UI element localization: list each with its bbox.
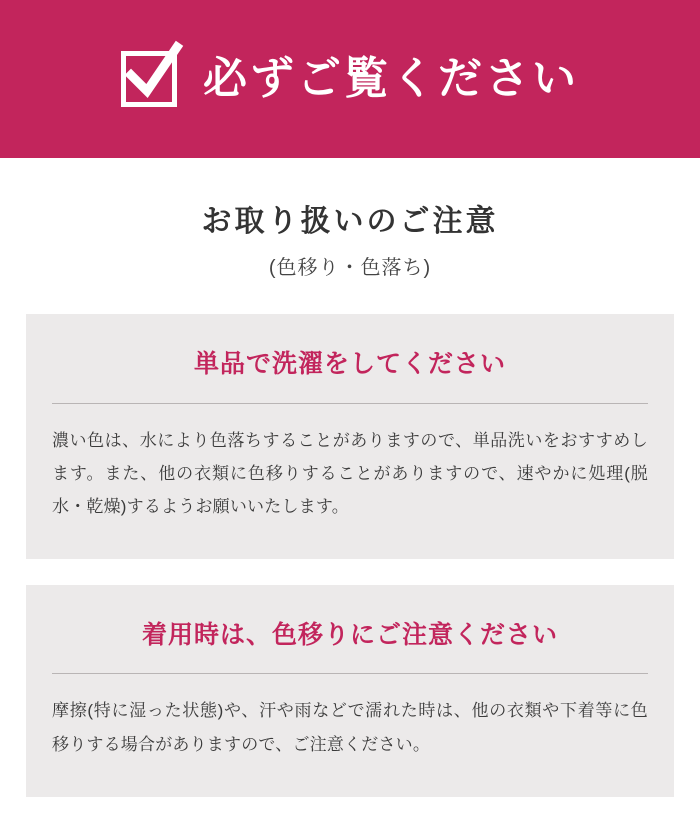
divider <box>52 673 648 674</box>
notice-block <box>26 314 674 559</box>
notice-block <box>26 585 674 797</box>
notice-block-title: 着用時は、色移りにご注意ください <box>141 620 558 649</box>
page-title: お取り扱いのご注意 <box>201 205 499 238</box>
notice-block-body: 摩擦(特に湿った状態)や、汗や雨などで濡れた時は、他の衣類や下着等に色移りする場合がありますので、ご注意ください。 <box>52 701 648 754</box>
notice-block-title: 単品で洗濯をしてください <box>193 350 506 378</box>
divider <box>52 403 648 404</box>
header-band <box>0 0 700 158</box>
notice-block-body: 濃い色は、水により色落ちすることがありますので、単品洗いをおすすめします。また、他の衣類に色移りすることがありますので、速やかに処理(脱水・乾燥)するようお願いいたします。 <box>52 430 648 516</box>
header-inner <box>121 51 579 107</box>
section-heading <box>0 202 700 280</box>
header-title: 必ずご覧ください <box>203 54 579 103</box>
checkbox-check-icon <box>121 51 177 107</box>
notice-blocks <box>0 314 700 797</box>
page-subtitle: (色移り・色落ち) <box>268 257 432 279</box>
